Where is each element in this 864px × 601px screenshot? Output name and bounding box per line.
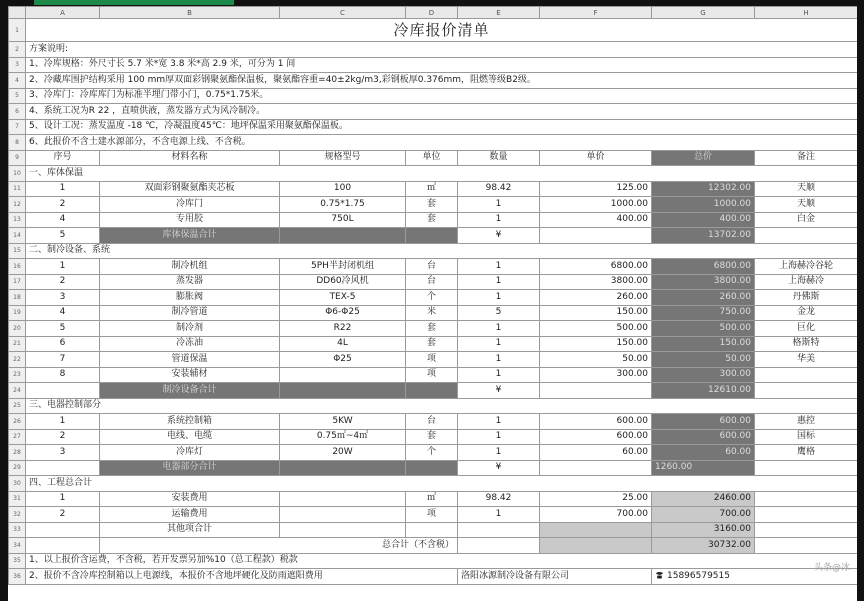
item-price[interactable]: 260.00 [540, 290, 652, 306]
item-remark[interactable]: 白金 [755, 212, 858, 228]
item-total[interactable]: 50.00 [652, 352, 755, 368]
subtotal-label[interactable]: 电器部分合计 [100, 460, 280, 476]
item-unit[interactable]: 个 [406, 445, 458, 461]
item-model[interactable]: R22 [280, 321, 406, 337]
item-unit[interactable]: 台 [406, 259, 458, 275]
row-number[interactable]: 11 [9, 181, 26, 197]
item-model[interactable]: 0.75㎡~4㎡ [280, 429, 406, 445]
col-header-a[interactable]: A [26, 7, 100, 19]
item-price[interactable]: 60.00 [540, 445, 652, 461]
item-remark[interactable]: 上海赫冷谷轮 [755, 259, 858, 275]
subtotal-currency[interactable]: ¥ [458, 228, 540, 244]
row-number[interactable]: 19 [9, 305, 26, 321]
item-model[interactable]: 0.75*1.75 [280, 197, 406, 213]
col-header-b[interactable]: B [100, 7, 280, 19]
item-remark[interactable]: 上海赫冷 [755, 274, 858, 290]
item-unit[interactable]: 项 [406, 352, 458, 368]
item-total[interactable]: 3800.00 [652, 274, 755, 290]
table-row [9, 274, 858, 290]
item-model[interactable] [280, 507, 406, 523]
item-remark[interactable] [755, 491, 858, 507]
row-number[interactable]: 33 [9, 522, 26, 538]
item-model[interactable]: 20W [280, 445, 406, 461]
subtotal-total[interactable]: 1260.00 [652, 460, 755, 476]
header-name[interactable]: 材料名称 [100, 150, 280, 166]
item-total[interactable]: 750.00 [652, 305, 755, 321]
item-remark[interactable]: 格斯特 [755, 336, 858, 352]
quote-table [8, 6, 857, 585]
item-price[interactable]: 125.00 [540, 181, 652, 197]
subtotal-label[interactable]: 制冷设备合计 [100, 383, 280, 399]
item-price[interactable]: 6800.00 [540, 259, 652, 275]
table-row [9, 352, 858, 368]
other-total-row [9, 522, 858, 538]
spreadsheet[interactable] [8, 6, 857, 601]
item-unit[interactable]: ㎡ [406, 181, 458, 197]
section-title-row [9, 243, 858, 259]
item-total[interactable]: 12302.00 [652, 181, 755, 197]
item-no[interactable]: 2 [26, 507, 100, 523]
item-no[interactable]: 3 [26, 290, 100, 306]
item-price[interactable]: 700.00 [540, 507, 652, 523]
item-name[interactable]: 安装费用 [100, 491, 280, 507]
item-price[interactable]: 150.00 [540, 305, 652, 321]
blank[interactable] [755, 538, 858, 554]
section-title-row [9, 476, 858, 492]
item-qty[interactable]: 98.42 [458, 181, 540, 197]
row-number[interactable]: 24 [9, 383, 26, 399]
company-name[interactable]: 洛阳冰源制冷设备有限公司 [458, 569, 652, 585]
item-name[interactable]: 冷库门 [100, 197, 280, 213]
row-number[interactable]: 9 [9, 150, 26, 166]
item-no[interactable]: 1 [26, 259, 100, 275]
item-remark[interactable]: 惠控 [755, 414, 858, 430]
note-4[interactable]: 4、系统工况为R 22 ，直喷供液，蒸发器方式为风冷制冷。 [26, 104, 858, 120]
right-border [857, 6, 864, 601]
item-name[interactable]: 冷冻油 [100, 336, 280, 352]
row-number[interactable]: 12 [9, 197, 26, 213]
blank[interactable] [458, 522, 540, 538]
footnote-row [9, 553, 858, 569]
row-number[interactable]: 28 [9, 445, 26, 461]
item-no[interactable]: 6 [26, 336, 100, 352]
subtotal-blank[interactable] [540, 228, 652, 244]
item-model[interactable] [280, 367, 406, 383]
header-unit[interactable]: 单位 [406, 150, 458, 166]
row-number[interactable]: 3 [9, 57, 26, 73]
subtotal-row [9, 460, 858, 476]
item-remark[interactable]: 鹰格 [755, 445, 858, 461]
item-name[interactable]: 专用胶 [100, 212, 280, 228]
item-price[interactable]: 500.00 [540, 321, 652, 337]
grand-total-value[interactable]: 30732.00 [652, 538, 755, 554]
column-header-row [9, 7, 858, 19]
subtotal-no[interactable] [26, 383, 100, 399]
row-number[interactable]: 7 [9, 119, 26, 135]
item-no[interactable]: 3 [26, 445, 100, 461]
col-header-g[interactable]: G [652, 7, 755, 19]
item-unit[interactable]: 套 [406, 212, 458, 228]
item-total[interactable]: 600.00 [652, 429, 755, 445]
title-row [9, 19, 858, 42]
item-price[interactable]: 150.00 [540, 336, 652, 352]
item-name[interactable]: 蒸发器 [100, 274, 280, 290]
table-row [9, 491, 858, 507]
row-number[interactable]: 31 [9, 491, 26, 507]
item-price[interactable]: 400.00 [540, 212, 652, 228]
item-model[interactable]: 750L [280, 212, 406, 228]
item-qty[interactable]: 1 [458, 321, 540, 337]
item-total[interactable]: 500.00 [652, 321, 755, 337]
item-model[interactable]: 100 [280, 181, 406, 197]
subtotal-total[interactable]: 12610.00 [652, 383, 755, 399]
row-number[interactable]: 25 [9, 398, 26, 414]
subtotal-blank[interactable] [280, 228, 406, 244]
blank[interactable] [458, 538, 540, 554]
header-price[interactable]: 单价 [540, 150, 652, 166]
header-qty[interactable]: 数量 [458, 150, 540, 166]
corner-cell[interactable] [9, 7, 26, 19]
header-no[interactable]: 序号 [26, 150, 100, 166]
row-number[interactable]: 36 [9, 569, 26, 585]
item-name[interactable]: 制冷机组 [100, 259, 280, 275]
item-qty[interactable]: 1 [458, 290, 540, 306]
subtotal-no[interactable]: 5 [26, 228, 100, 244]
row-number[interactable]: 16 [9, 259, 26, 275]
item-qty[interactable]: 1 [458, 259, 540, 275]
item-qty[interactable]: 1 [458, 445, 540, 461]
row-number[interactable]: 14 [9, 228, 26, 244]
item-price[interactable]: 25.00 [540, 491, 652, 507]
item-unit[interactable]: 套 [406, 336, 458, 352]
item-price[interactable]: 1000.00 [540, 197, 652, 213]
row-number[interactable]: 23 [9, 367, 26, 383]
subtotal-blank[interactable] [540, 460, 652, 476]
item-qty[interactable]: 1 [458, 336, 540, 352]
footnote-2[interactable]: 2、报价不含冷库控制箱以上电源线，本报价不含地坪硬化及防雨遮阳费用 [26, 569, 458, 585]
item-total[interactable]: 60.00 [652, 445, 755, 461]
item-remark[interactable]: 华美 [755, 352, 858, 368]
item-model[interactable]: 5PH半封闭机组 [280, 259, 406, 275]
other-total-value[interactable]: 3160.00 [652, 522, 755, 538]
item-model[interactable]: 4L [280, 336, 406, 352]
table-row [9, 305, 858, 321]
subtotal-blank[interactable] [755, 228, 858, 244]
table-row [9, 336, 858, 352]
blank[interactable] [26, 538, 100, 554]
item-price[interactable]: 600.00 [540, 414, 652, 430]
grand-total-label[interactable]: 总合计（不含税） [100, 538, 458, 554]
item-total[interactable]: 700.00 [652, 507, 755, 523]
table-row [9, 259, 858, 275]
blank[interactable] [540, 538, 652, 554]
item-price[interactable]: 300.00 [540, 367, 652, 383]
col-header-d[interactable]: D [406, 7, 458, 19]
row-number[interactable]: 4 [9, 73, 26, 89]
item-model[interactable] [280, 491, 406, 507]
item-unit[interactable]: 套 [406, 321, 458, 337]
item-no[interactable]: 1 [26, 491, 100, 507]
item-model[interactable]: Φ6-Φ25 [280, 305, 406, 321]
item-name[interactable]: 制冷管道 [100, 305, 280, 321]
item-unit[interactable]: 项 [406, 367, 458, 383]
blank[interactable] [406, 522, 458, 538]
item-total[interactable]: 2460.00 [652, 491, 755, 507]
row-number[interactable]: 6 [9, 104, 26, 120]
table-row [9, 212, 858, 228]
item-unit[interactable]: 项 [406, 507, 458, 523]
note-3[interactable]: 3、冷库门：冷库库门为标准半埋门带小门，0.75*1.75米。 [26, 88, 858, 104]
item-total[interactable]: 6800.00 [652, 259, 755, 275]
row-number[interactable]: 13 [9, 212, 26, 228]
item-unit[interactable]: ㎡ [406, 491, 458, 507]
table-row [9, 197, 858, 213]
section-title-row [9, 398, 858, 414]
item-no[interactable]: 4 [26, 212, 100, 228]
section-title[interactable]: 三、电器控制部分 [26, 398, 858, 414]
item-no[interactable]: 2 [26, 429, 100, 445]
item-price[interactable]: 600.00 [540, 429, 652, 445]
row-number[interactable]: 10 [9, 166, 26, 182]
watermark: 头条@冰 [813, 563, 850, 573]
item-qty[interactable]: 1 [458, 274, 540, 290]
note-6[interactable]: 6、此报价不含土建水源部分，不含电源上线、不含税。 [26, 135, 858, 151]
subtotal-row [9, 383, 858, 399]
table-row [9, 414, 858, 430]
left-border [0, 6, 8, 601]
item-name[interactable]: 管道保温 [100, 352, 280, 368]
row-number[interactable]: 8 [9, 135, 26, 151]
item-qty[interactable]: 1 [458, 352, 540, 368]
row-number[interactable]: 32 [9, 507, 26, 523]
item-qty[interactable]: 1 [458, 507, 540, 523]
item-model[interactable]: DD60冷风机 [280, 274, 406, 290]
row-number[interactable]: 18 [9, 290, 26, 306]
table-row [9, 290, 858, 306]
item-total[interactable]: 600.00 [652, 414, 755, 430]
item-name[interactable]: 膨胀阀 [100, 290, 280, 306]
row-number[interactable]: 15 [9, 243, 26, 259]
item-name[interactable]: 安装辅材 [100, 367, 280, 383]
table-row [9, 181, 858, 197]
note-5[interactable]: 5、设计工况：蒸发温度 -18 ℃，冷凝温度45℃：地坪保温采用聚氨酯保温板。 [26, 119, 858, 135]
blank[interactable] [540, 522, 652, 538]
item-qty[interactable]: 1 [458, 429, 540, 445]
item-total[interactable]: 150.00 [652, 336, 755, 352]
note-1[interactable]: 1、冷库规格：外尺寸长 5.7 米*宽 3.8 米*高 2.9 米，可分为 1 间 [26, 57, 858, 73]
row-number[interactable]: 22 [9, 352, 26, 368]
table-row [9, 445, 858, 461]
item-no[interactable]: 1 [26, 414, 100, 430]
row-number[interactable]: 5 [9, 88, 26, 104]
subtotal-label[interactable]: 库体保温合计 [100, 228, 280, 244]
sheet-title[interactable]: 冷库报价清单 [26, 19, 858, 42]
item-remark[interactable] [755, 507, 858, 523]
item-no[interactable]: 8 [26, 367, 100, 383]
item-no[interactable]: 7 [26, 352, 100, 368]
item-qty[interactable]: 1 [458, 197, 540, 213]
item-price[interactable]: 50.00 [540, 352, 652, 368]
grand-total-row [9, 538, 858, 554]
table-row [9, 367, 858, 383]
col-header-c[interactable]: C [280, 7, 406, 19]
section-title-row [9, 166, 858, 182]
header-remark[interactable]: 备注 [755, 150, 858, 166]
subtotal-blank[interactable] [406, 228, 458, 244]
blank[interactable] [26, 522, 100, 538]
item-remark[interactable]: 丹佛斯 [755, 290, 858, 306]
subtotal-currency[interactable]: ¥ [458, 383, 540, 399]
phone-icon [655, 571, 664, 579]
subtotal-blank[interactable] [406, 460, 458, 476]
other-total-label[interactable]: 其他项合计 [100, 522, 280, 538]
item-unit[interactable]: 个 [406, 290, 458, 306]
col-header-h[interactable]: H [755, 7, 858, 19]
table-header-row [9, 150, 858, 166]
item-qty[interactable]: 1 [458, 367, 540, 383]
item-unit[interactable]: 台 [406, 274, 458, 290]
item-no[interactable]: 5 [26, 321, 100, 337]
row-number[interactable]: 29 [9, 460, 26, 476]
item-unit[interactable]: 套 [406, 429, 458, 445]
item-remark[interactable]: 金龙 [755, 305, 858, 321]
item-remark[interactable] [755, 367, 858, 383]
footnote-row [9, 569, 858, 585]
col-header-e[interactable]: E [458, 7, 540, 19]
subtotal-blank[interactable] [755, 460, 858, 476]
item-total[interactable]: 260.00 [652, 290, 755, 306]
row-number[interactable]: 2 [9, 42, 26, 58]
table-row [9, 321, 858, 337]
item-name[interactable]: 电线、电缆 [100, 429, 280, 445]
subtotal-blank[interactable] [540, 383, 652, 399]
row-number[interactable]: 21 [9, 336, 26, 352]
item-model[interactable]: Φ25 [280, 352, 406, 368]
item-total[interactable]: 1000.00 [652, 197, 755, 213]
item-qty[interactable]: 5 [458, 305, 540, 321]
item-model[interactable]: TEX-5 [280, 290, 406, 306]
item-model[interactable]: 5KW [280, 414, 406, 430]
section-title[interactable]: 一、库体保温 [26, 166, 858, 182]
item-no[interactable]: 2 [26, 274, 100, 290]
subtotal-blank[interactable] [406, 383, 458, 399]
blank[interactable] [755, 522, 858, 538]
item-remark[interactable]: 天顺 [755, 197, 858, 213]
row-number[interactable]: 20 [9, 321, 26, 337]
item-qty[interactable]: 1 [458, 212, 540, 228]
row-number[interactable]: 27 [9, 429, 26, 445]
subtotal-no[interactable] [26, 460, 100, 476]
subtotal-blank[interactable] [280, 460, 406, 476]
subtotal-currency[interactable]: ¥ [458, 460, 540, 476]
row-number[interactable]: 1 [9, 19, 26, 42]
table-row [9, 429, 858, 445]
footnote-1[interactable]: 1、以上报价含运费，不含税，若开发票另加%10（总工程款）税款 [26, 553, 858, 569]
item-price[interactable]: 3800.00 [540, 274, 652, 290]
item-no[interactable]: 1 [26, 181, 100, 197]
item-remark[interactable]: 天顺 [755, 181, 858, 197]
active-tab-indicator [34, 0, 234, 5]
item-no[interactable]: 4 [26, 305, 100, 321]
item-qty[interactable]: 98.42 [458, 491, 540, 507]
row-number[interactable]: 34 [9, 538, 26, 554]
subtotal-blank[interactable] [755, 383, 858, 399]
notes-heading[interactable]: 方案说明: [26, 42, 858, 58]
item-unit[interactable]: 套 [406, 197, 458, 213]
col-header-f[interactable]: F [540, 7, 652, 19]
item-unit[interactable]: 台 [406, 414, 458, 430]
row-number[interactable]: 35 [9, 553, 26, 569]
section-title[interactable]: 四、工程总合计 [26, 476, 858, 492]
table-row [9, 507, 858, 523]
row-number[interactable]: 26 [9, 414, 26, 430]
item-name[interactable]: 制冷剂 [100, 321, 280, 337]
item-remark[interactable]: 国标 [755, 429, 858, 445]
header-model[interactable]: 规格型号 [280, 150, 406, 166]
row-number[interactable]: 30 [9, 476, 26, 492]
subtotal-blank[interactable] [280, 383, 406, 399]
blank[interactable] [280, 522, 406, 538]
item-remark[interactable]: 巨化 [755, 321, 858, 337]
item-name[interactable]: 冷库灯 [100, 445, 280, 461]
item-qty[interactable]: 1 [458, 414, 540, 430]
phone-number: 15896579515 [667, 570, 730, 581]
subtotal-total[interactable]: 13702.00 [652, 228, 755, 244]
header-total[interactable]: 总价 [652, 150, 755, 166]
section-title[interactable]: 二、制冷设备、系统 [26, 243, 858, 259]
item-no[interactable]: 2 [26, 197, 100, 213]
subtotal-row [9, 228, 858, 244]
item-name[interactable]: 系统控制箱 [100, 414, 280, 430]
note-2[interactable]: 2、冷藏库围护结构采用 100 mm厚双面彩钢聚氨酯保温板，聚氨酯容重=40±2kg/m3,彩钢板厚0.376mm，阻燃等级B2级。 [26, 73, 858, 89]
item-total[interactable]: 300.00 [652, 367, 755, 383]
row-number[interactable]: 17 [9, 274, 26, 290]
item-unit[interactable]: 米 [406, 305, 458, 321]
item-name[interactable]: 双面彩钢聚氨酯夹芯板 [100, 181, 280, 197]
item-total[interactable]: 400.00 [652, 212, 755, 228]
item-name[interactable]: 运输费用 [100, 507, 280, 523]
